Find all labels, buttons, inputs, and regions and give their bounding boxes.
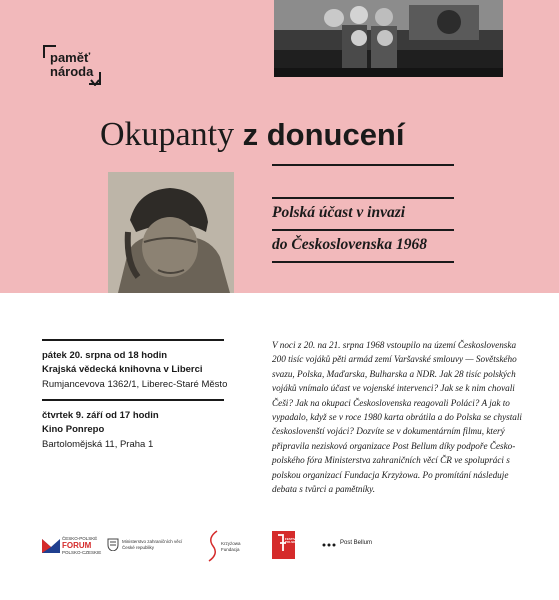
divider bbox=[42, 399, 224, 401]
event-2-address: Bartolomějská 11, Praha 1 bbox=[42, 439, 154, 450]
mzv-line2: České republiky bbox=[122, 545, 155, 550]
forum-small-top: ČESKO-POLSKÉ bbox=[62, 536, 98, 541]
krzyzowa-line2: Fundacja bbox=[221, 547, 240, 552]
forum-small-bottom: POLSKO-CZESKIE bbox=[62, 550, 102, 555]
divider bbox=[42, 339, 224, 341]
krzyzowa-line1: Krzyżowa bbox=[221, 541, 241, 546]
soldiers-photo bbox=[274, 0, 503, 77]
event-1-address: Rumjancevova 1362/1, Liberec-Staré Město bbox=[42, 379, 228, 390]
mzv-line1: Ministerstvo zahraničních věcí bbox=[122, 539, 183, 544]
divider bbox=[272, 261, 454, 263]
event-1-place: Krajská vědecká knihovna v Liberci bbox=[42, 364, 203, 375]
event-1-date: pátek 20. srpna od 18 hodin bbox=[42, 350, 168, 361]
event-2-date: čtvrtek 9. září od 17 hodin bbox=[42, 410, 159, 421]
description-text: V noci z 20. na 21. srpna 1968 vstoupilo na území Československa 200 tisíc vojáků pěti armád zemí Varšavské smlouvy — Sovětského svazu, Polska, Maďarska, Bulharska a NDR. Jak 28 tisíc polských vojáků vnímalo účast ve vojenské intervenci? Jak se k nim chovali Češi? Jak na okupaci Československa reagovali Poláci? A jak to vypadalo, když se v roce 1980 karta obrátila a do Polska se chystali českoslovenští vojáci? Dozvíte se v dokumentárním filmu, který připravila nezisková organizace Post Bellum díky podpoře Česko-polského fóra Ministerstva zahraničních věcí ČR ve spolupráci s polskou organizací Fundacja Krzyżowa. Po promítání následuje debata s tvůrci a pamětníky. bbox=[272, 340, 522, 495]
subtitle-line1: Polská účast v invazi bbox=[272, 204, 406, 221]
logo-line1: paměť bbox=[50, 50, 91, 65]
event-2-place: Kino Ponrepo bbox=[42, 424, 105, 435]
festival-logo bbox=[272, 531, 300, 559]
partner-logos bbox=[0, 528, 559, 564]
subtitle-line2: do Československa 1968 bbox=[272, 236, 427, 253]
divider bbox=[272, 229, 454, 231]
title-part1: Okupanty bbox=[100, 116, 243, 153]
logo-line2: národa bbox=[50, 64, 94, 79]
post-bellum-name: Post Bellum bbox=[340, 540, 373, 546]
divider bbox=[272, 164, 454, 166]
page-title bbox=[100, 115, 500, 155]
divider bbox=[272, 197, 454, 199]
forum-main: FORUM bbox=[62, 541, 92, 550]
festival-text: FESTIVAL POLSKA bbox=[285, 537, 300, 545]
soldier-portrait-photo bbox=[108, 172, 234, 293]
title-part2: z donucení bbox=[242, 117, 405, 152]
